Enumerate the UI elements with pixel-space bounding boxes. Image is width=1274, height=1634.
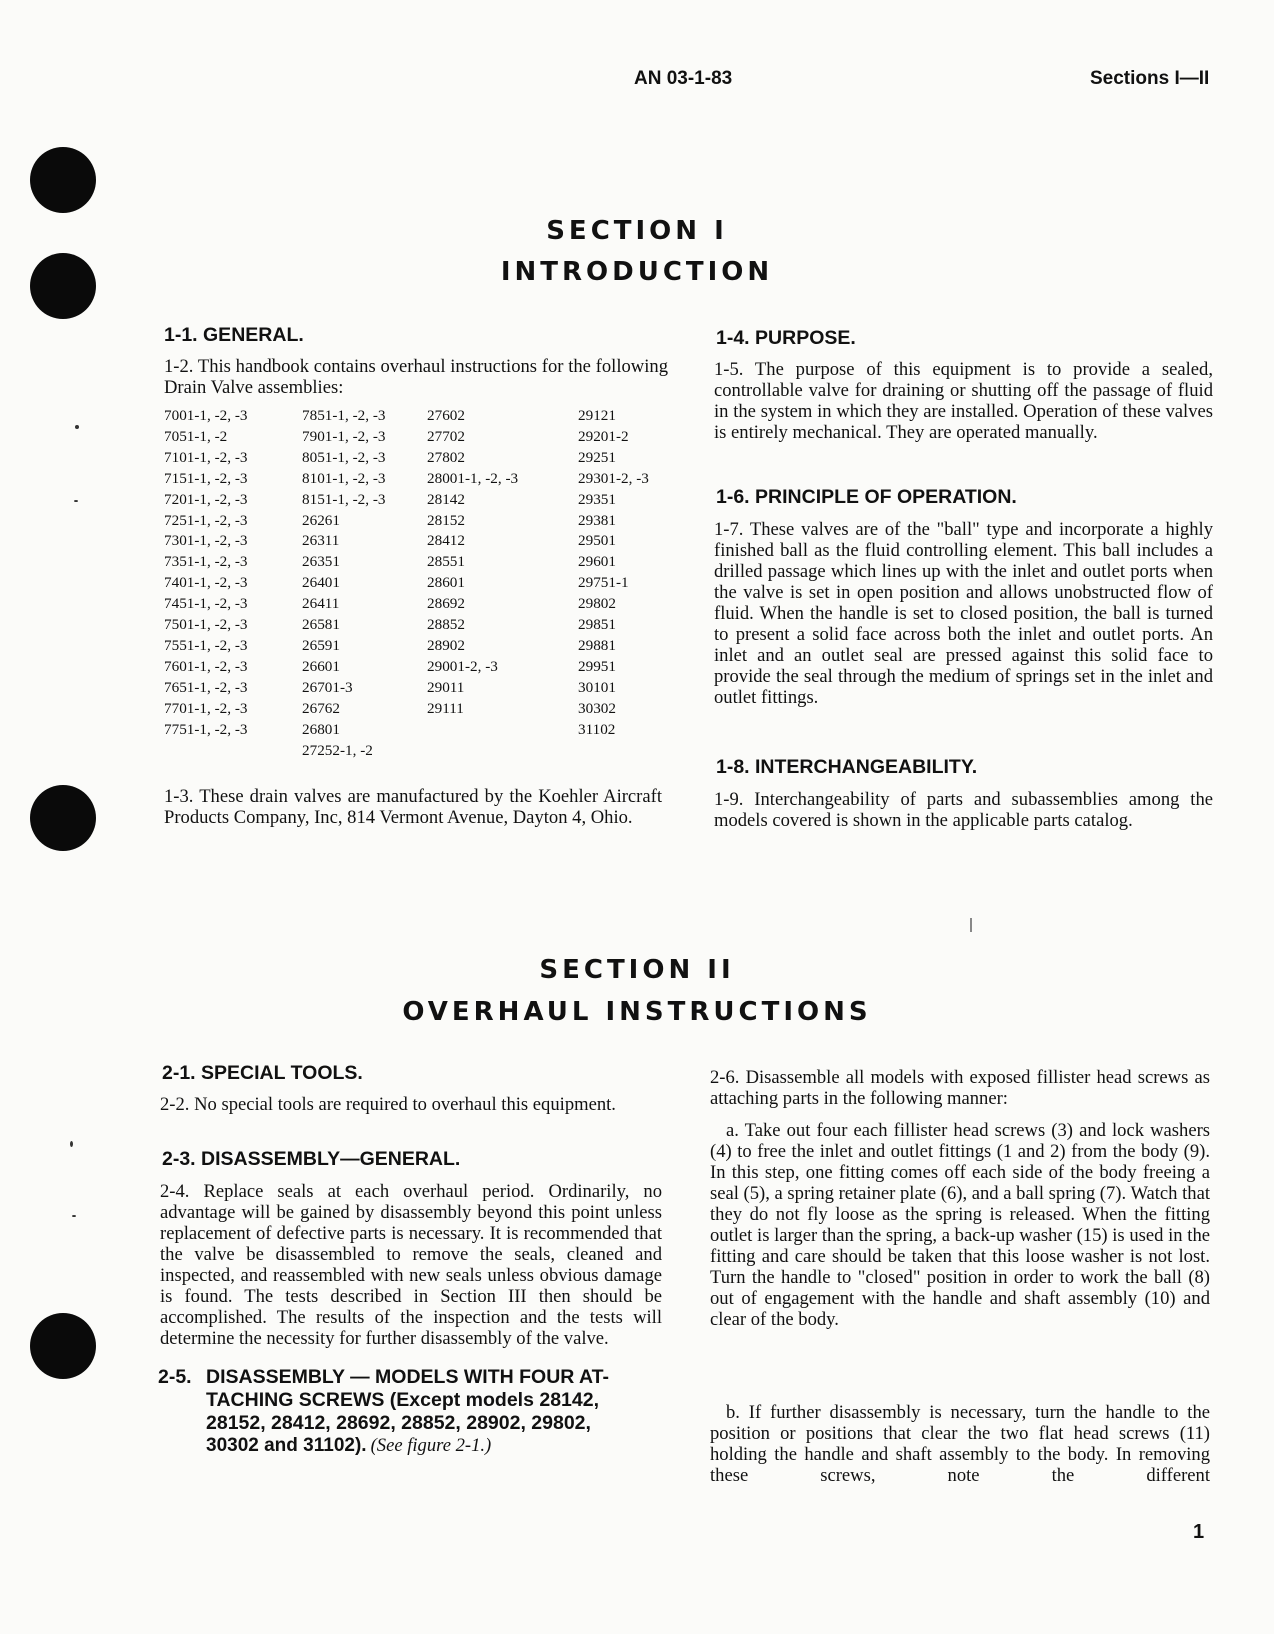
model-number: 7401-1, -2, -3 — [164, 574, 248, 592]
model-column-3 — [427, 406, 518, 720]
model-number: 26601 — [302, 657, 340, 675]
model-number: 30302 — [578, 699, 616, 717]
model-number: 28412 — [427, 532, 465, 550]
section-title: SECTION II — [539, 955, 735, 985]
binder-hole — [30, 1313, 96, 1379]
scan-speck — [70, 1141, 73, 1147]
doc-number: AN 03-1-83 — [634, 68, 733, 89]
model-number: 29351 — [578, 490, 616, 508]
model-number: 7051-1, -2 — [164, 427, 228, 445]
paragraph-heading: 1-8. INTERCHANGEABILITY. — [716, 756, 978, 778]
model-number: 28142 — [427, 490, 465, 508]
model-number: 26591 — [302, 636, 340, 654]
model-number: 26261 — [302, 511, 340, 529]
model-number: 29802 — [578, 595, 616, 613]
model-number: 7151-1, -2, -3 — [164, 469, 248, 487]
paragraph-heading: 1-4. PURPOSE. — [716, 327, 856, 349]
model-number: 29201-2 — [578, 427, 629, 445]
model-number: 26311 — [302, 532, 340, 550]
model-number: 8151-1, -2, -3 — [302, 490, 386, 508]
paragraph: b. If further disassembly is necessary, turn the handle to the position or positions that clear the two flat head screws (11) holding the handle and shaft assembly to the body. In removing these screws, note the different — [710, 1402, 1210, 1486]
model-number: 7751-1, -2, -3 — [164, 720, 248, 738]
paragraph: a. Take out four each fillister head screws (3) and lock washers (4) to free the inlet and outlet fittings (1 and 2) from the body (9). In this step, one fitting comes off each side of the body freeing a seal (5), a spring retainer plate (6), and a ball spring (7). Watch that they do not fly loose as the spring is released. When the fitting outlet is larger than the spring, a back-up washer (15) is used in the fitting and care should be taken that this loose washer is not lost. Turn the handle to "closed" position in order to work the ball (8) out of engagement with the handle and shaft assembly (10) and clear of the body. — [710, 1120, 1211, 1330]
model-number: 7351-1, -2, -3 — [164, 553, 248, 571]
paragraph: 1-3. These drain valves are manufactured by the Koehler Aircraft Products Company, Inc, 814 Vermont Avenue, Dayton 4, Ohio. — [164, 786, 662, 828]
heading-last-line — [206, 1435, 491, 1457]
paragraph: 2-4. Replace seals at each overhaul period. Ordinarily, no advantage will be gained by disassembly beyond this point unless replacement of defective parts is necessary. It is recommended that the valve be disassembled to remove the seals, cleaned and inspected, and reassembled with new seals unless obvious damage is found. The tests described in Section III then should be accomplished. The results of the inspection and the tests will determine the necessity for further disassembly of the valve. — [160, 1181, 662, 1349]
model-number: 26701-3 — [302, 678, 353, 696]
paragraph: 2-6. Disassemble all models with exposed fillister head screws as attaching parts in the following manner: — [710, 1067, 1210, 1109]
paragraph-heading: 1-6. PRINCIPLE OF OPERATION. — [716, 486, 1017, 508]
scan-speck — [75, 425, 79, 429]
model-number: 29001-2, -3 — [427, 657, 498, 675]
model-number: 27702 — [427, 427, 465, 445]
model-number: 7251-1, -2, -3 — [164, 511, 248, 529]
heading-line: 28152, 28412, 28692, 28852, 28902, 29802, — [206, 1412, 591, 1434]
model-column-4 — [578, 406, 649, 741]
model-number: 7301-1, -2, -3 — [164, 532, 248, 550]
binder-hole — [30, 147, 96, 213]
paragraph-heading: 1-1. GENERAL. — [164, 324, 304, 346]
paragraph: 1-5. The purpose of this equipment is to provide a sealed, controllable valve for draining or shutting off the passage of fluid in the system in which they are installed. Operation of these valves is entirely mechanical. They are operated manually. — [714, 359, 1213, 443]
model-number: 8101-1, -2, -3 — [302, 469, 386, 487]
model-number: 26401 — [302, 574, 340, 592]
paragraph: 1-9. Interchangeability of parts and subassemblies among the models covered is shown in the applicable parts catalog. — [714, 789, 1213, 831]
heading-line: TACHING SCREWS (Except models 28142, — [206, 1389, 599, 1411]
paragraph-heading: 2-3. DISASSEMBLY—GENERAL. — [162, 1148, 461, 1170]
model-number: 29501 — [578, 532, 616, 550]
model-number: 7201-1, -2, -3 — [164, 490, 248, 508]
model-number: 30101 — [578, 678, 616, 696]
heading-line: 30302 and 31102). — [206, 1435, 367, 1456]
scan-speck — [970, 918, 972, 932]
paragraph: 1-7. These valves are of the "ball" type and incorporate a highly finished ball as the fluid controlling element. This ball includes a drilled passage which lines up with the inlet and outlet ports when the valve is set in open position and allows unobstructed flow of fluid. When the handle is set to closed position, the ball is turned to present a solid face across both the inlet and outlet ports. An inlet and an outlet seal are pressed against this solid face to provide the seal through the medium of springs set in the inlet and outlet fittings. — [714, 519, 1213, 708]
model-number: 29881 — [578, 636, 616, 654]
model-number: 26581 — [302, 616, 340, 634]
model-number: 7101-1, -2, -3 — [164, 448, 248, 466]
heading-line: DISASSEMBLY — MODELS WITH FOUR AT- — [206, 1366, 610, 1388]
model-column-1 — [164, 406, 248, 741]
model-number: 29301-2, -3 — [578, 469, 649, 487]
model-number: 7501-1, -2, -3 — [164, 616, 248, 634]
model-number: 29601 — [578, 553, 616, 571]
section-title: SECTION I — [546, 216, 728, 246]
model-number: 8051-1, -2, -3 — [302, 448, 386, 466]
page-number: 1 — [1193, 1521, 1205, 1543]
model-number: 29851 — [578, 616, 616, 634]
model-number: 7451-1, -2, -3 — [164, 595, 248, 613]
model-number: 29381 — [578, 511, 616, 529]
model-number: 27602 — [427, 407, 465, 424]
model-number: 29251 — [578, 448, 616, 466]
model-number: 29111 — [427, 699, 464, 717]
model-number: 28152 — [427, 511, 465, 529]
scan-speck — [72, 1215, 76, 1217]
model-number: 29751-1 — [578, 574, 629, 592]
model-number: 28551 — [427, 553, 465, 571]
binder-hole — [30, 785, 96, 851]
paragraph: 2-2. No special tools are required to overhaul this equipment. — [160, 1094, 616, 1115]
model-number: 7651-1, -2, -3 — [164, 678, 248, 696]
section-subtitle: INTRODUCTION — [500, 257, 774, 287]
model-number: 26762 — [302, 699, 340, 717]
figure-reference: (See figure 2-1.) — [370, 1435, 492, 1456]
model-number: 7001-1, -2, -3 — [164, 407, 248, 424]
model-number: 27252-1, -2 — [302, 741, 373, 759]
model-number: 27802 — [427, 448, 465, 466]
scan-speck — [74, 500, 78, 502]
model-number: 29951 — [578, 657, 616, 675]
model-number: 7851-1, -2, -3 — [302, 407, 386, 424]
model-number: 28001-1, -2, -3 — [427, 469, 519, 487]
model-number: 28601 — [427, 574, 465, 592]
model-number: 7701-1, -2, -3 — [164, 699, 248, 717]
model-number: 7601-1, -2, -3 — [164, 657, 248, 675]
model-number: 26801 — [302, 720, 340, 738]
section-subtitle: OVERHAUL INSTRUCTIONS — [402, 997, 872, 1027]
model-number: 28692 — [427, 595, 465, 613]
model-number: 29011 — [427, 678, 465, 696]
model-number: 7551-1, -2, -3 — [164, 636, 248, 654]
paragraph-heading: 2-1. SPECIAL TOOLS. — [162, 1062, 363, 1084]
heading-number: 2-5. — [158, 1366, 192, 1388]
model-number: 28902 — [427, 636, 465, 654]
model-number: 31102 — [578, 720, 616, 738]
model-number: 28852 — [427, 616, 465, 634]
model-number: 26411 — [302, 595, 340, 613]
model-column-2 — [302, 406, 386, 761]
model-number: 7901-1, -2, -3 — [302, 427, 386, 445]
sections-label: Sections I—II — [1090, 68, 1210, 89]
paragraph: 1-2. This handbook contains overhaul instructions for the following Drain Valve assemblies: — [164, 356, 668, 398]
model-number: 26351 — [302, 553, 340, 571]
model-number: 29121 — [578, 407, 616, 424]
